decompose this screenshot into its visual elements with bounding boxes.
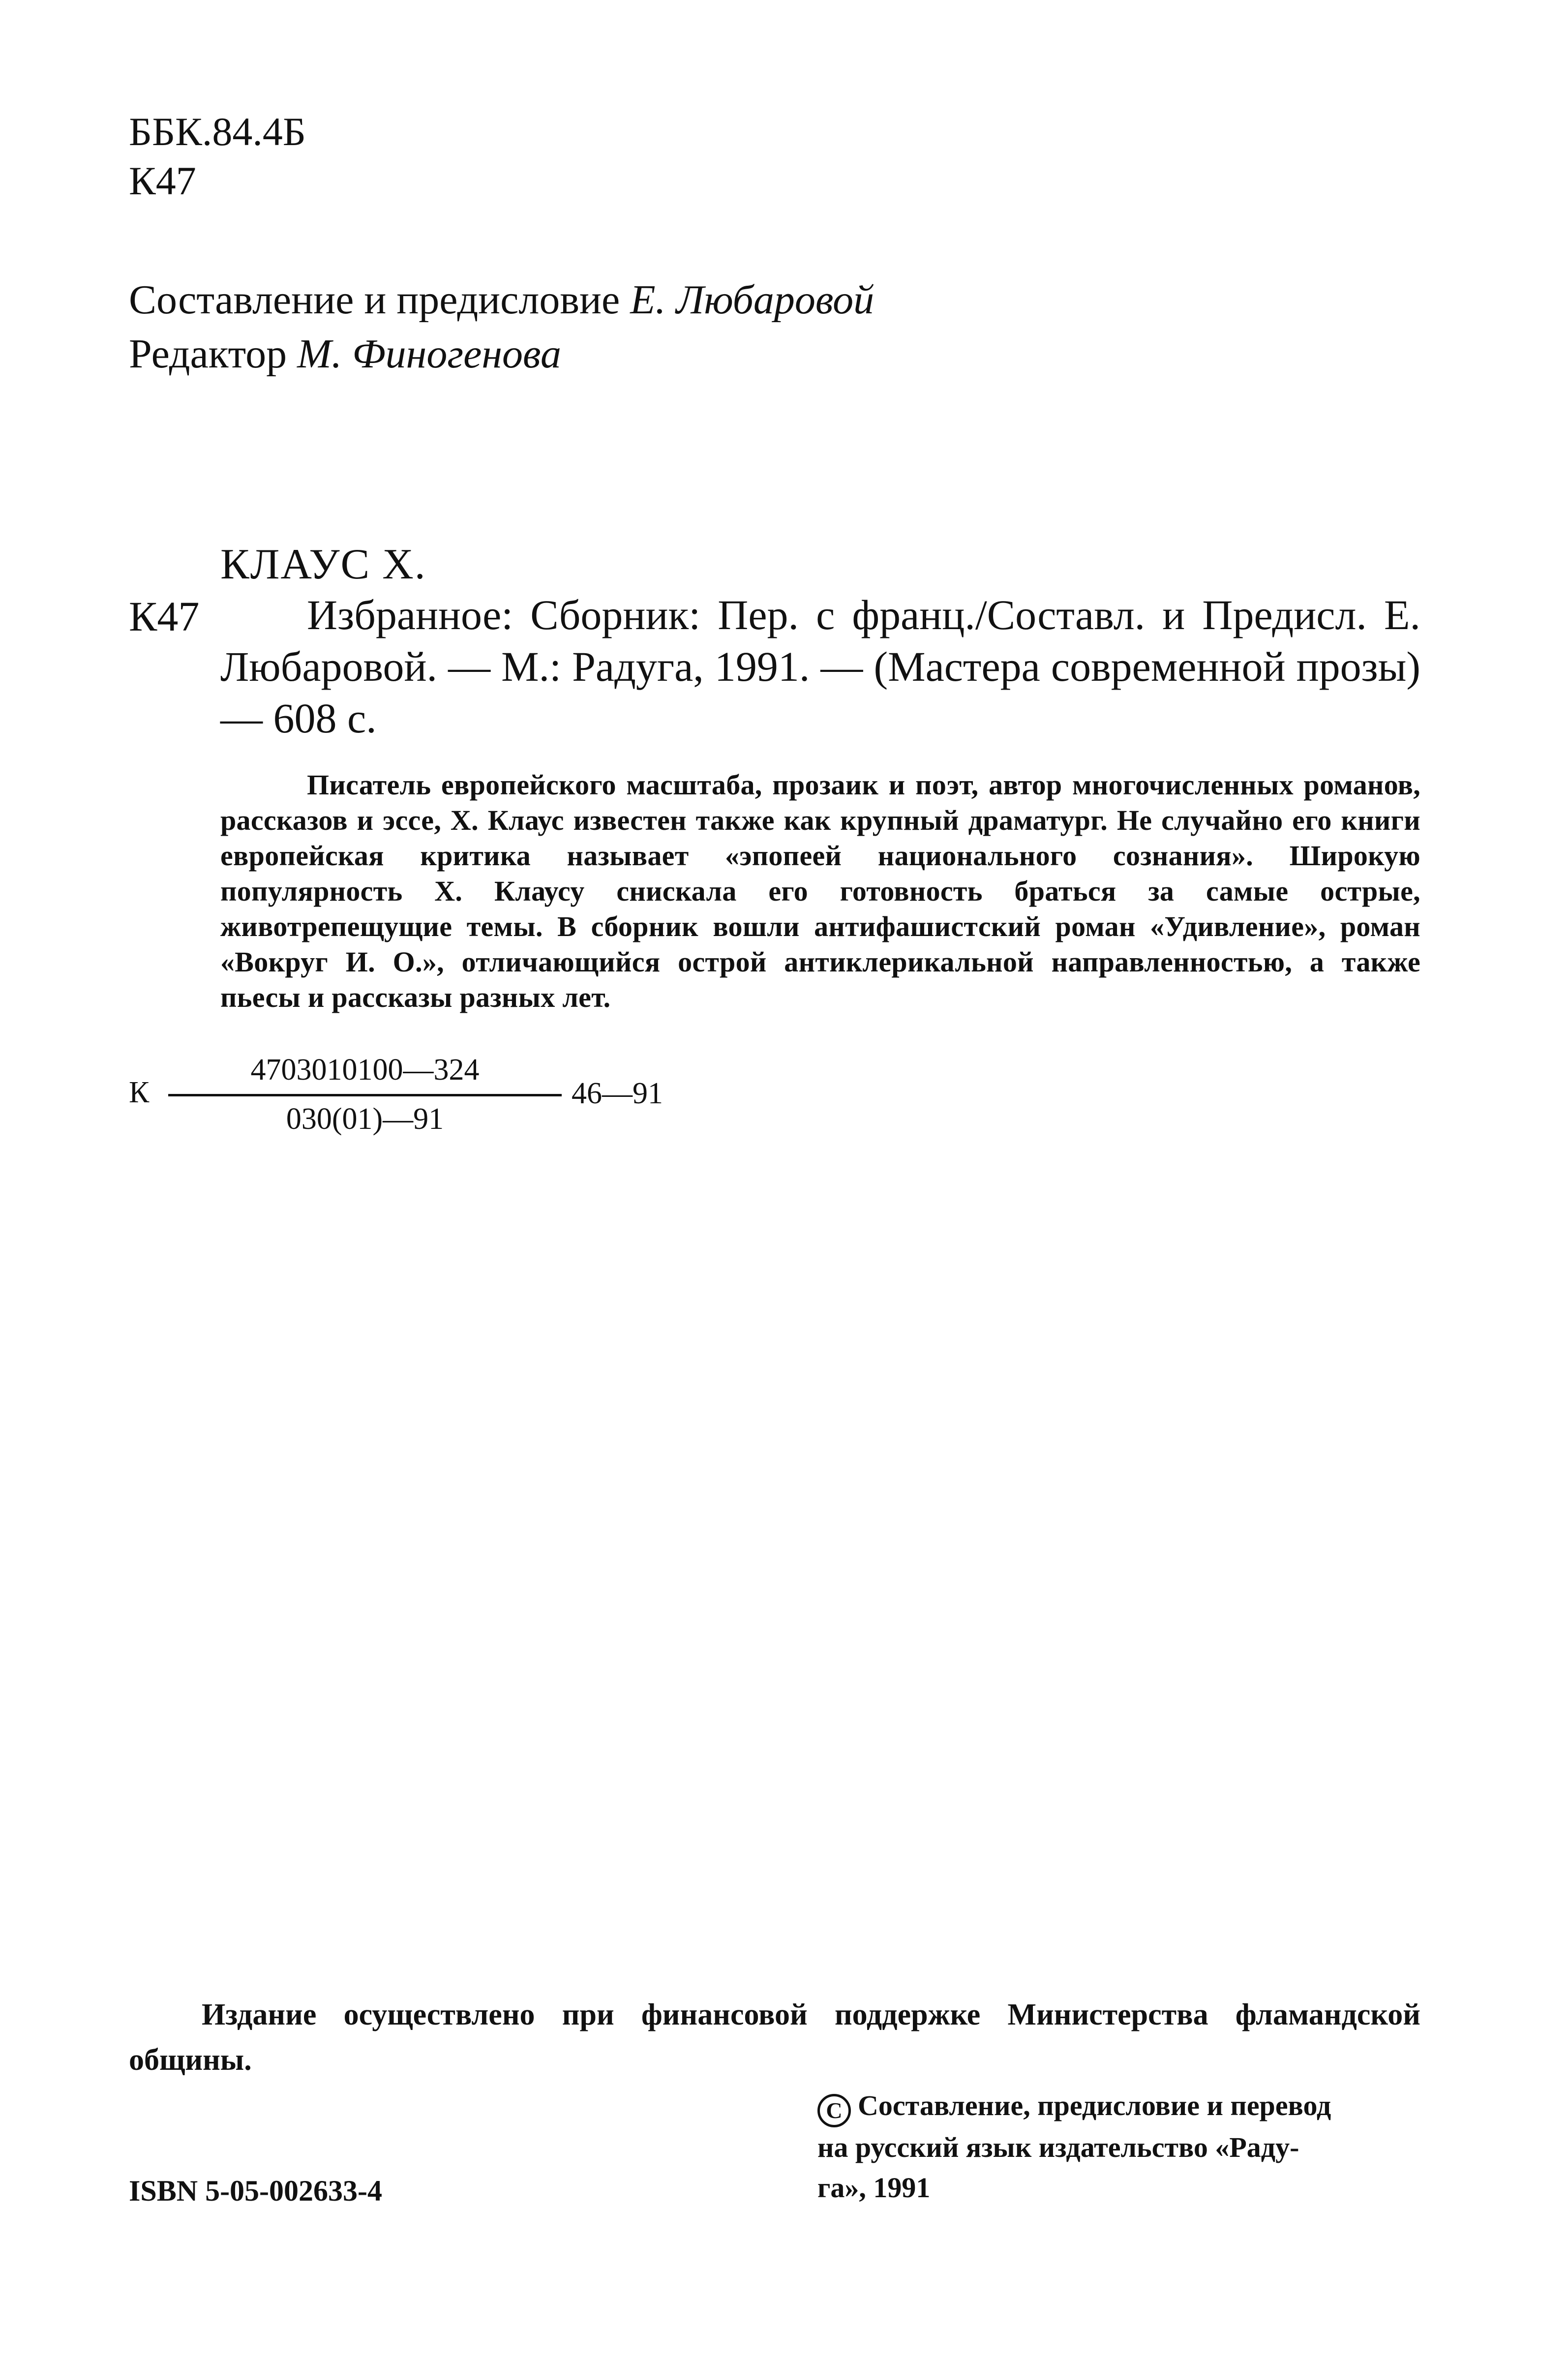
bbk-index: ББК.84.4Б: [129, 109, 306, 154]
card-code: К47: [129, 593, 200, 640]
copyright-text-1: Составление, предисловие и перевод: [858, 2089, 1331, 2121]
copyright-line-2: на русский язык издательство «Раду-: [817, 2131, 1299, 2163]
copyright-block: [817, 2086, 1421, 2208]
compiler-name: Е. Любаровой: [630, 277, 874, 323]
compiler-label: Составление и предисловие: [129, 277, 620, 323]
formula-fraction-bar: [168, 1094, 562, 1096]
annotation-paragraph: Писатель европейского масштаба, прозаик и поэт, автор многочисленных романов, рассказов и эссе, Х. Клаус известен также как крупный драматург. Не случайно его книги европейская критика называет «эпопеей национального сознания». Широкую популярность Х. Клаусу снискала его готовность браться за самые острые, животрепещущие темы. В сборник вошли антифашистский роман «Удивление», роман «Вокруг И. О.», отличающийся острой антиклерикальной направленностью, а также пьесы и рассказы разных лет.: [220, 769, 1420, 1013]
formula-prefix: К: [129, 1076, 150, 1109]
classification-block: [129, 107, 306, 206]
bibliographic-entry: Избранное: Сборник: Пер. с франц./Составл. и Предисл. Е. Любаровой. — М.: Радуга, 1991. — (Мастера современной прозы) — 608 с.: [220, 591, 1420, 742]
copyright-line-3: га», 1991: [817, 2172, 931, 2204]
card-author: КЛАУС Х.: [220, 541, 426, 588]
editor-label: Редактор: [129, 331, 287, 377]
credits-block: [129, 273, 874, 381]
editor-name: М. Финогенова: [297, 331, 561, 377]
formula-denominator: 030(01)—91: [286, 1102, 444, 1136]
copyright-line-1: [817, 2086, 1421, 2127]
editor-credit: [129, 327, 874, 381]
formula-numerator: 4703010100—324: [250, 1053, 480, 1087]
compiler-credit: [129, 273, 874, 327]
funding-note: Издание осуществлено при финансовой поддержке Министерства фламандской общины.: [129, 1998, 1420, 2077]
index-formula: [129, 1053, 719, 1151]
formula-suffix: 46—91: [572, 1077, 663, 1110]
copyright-icon: C: [817, 2094, 851, 2127]
author-sign: К47: [129, 158, 196, 203]
isbn: ISBN 5-05-002633-4: [129, 2175, 383, 2207]
